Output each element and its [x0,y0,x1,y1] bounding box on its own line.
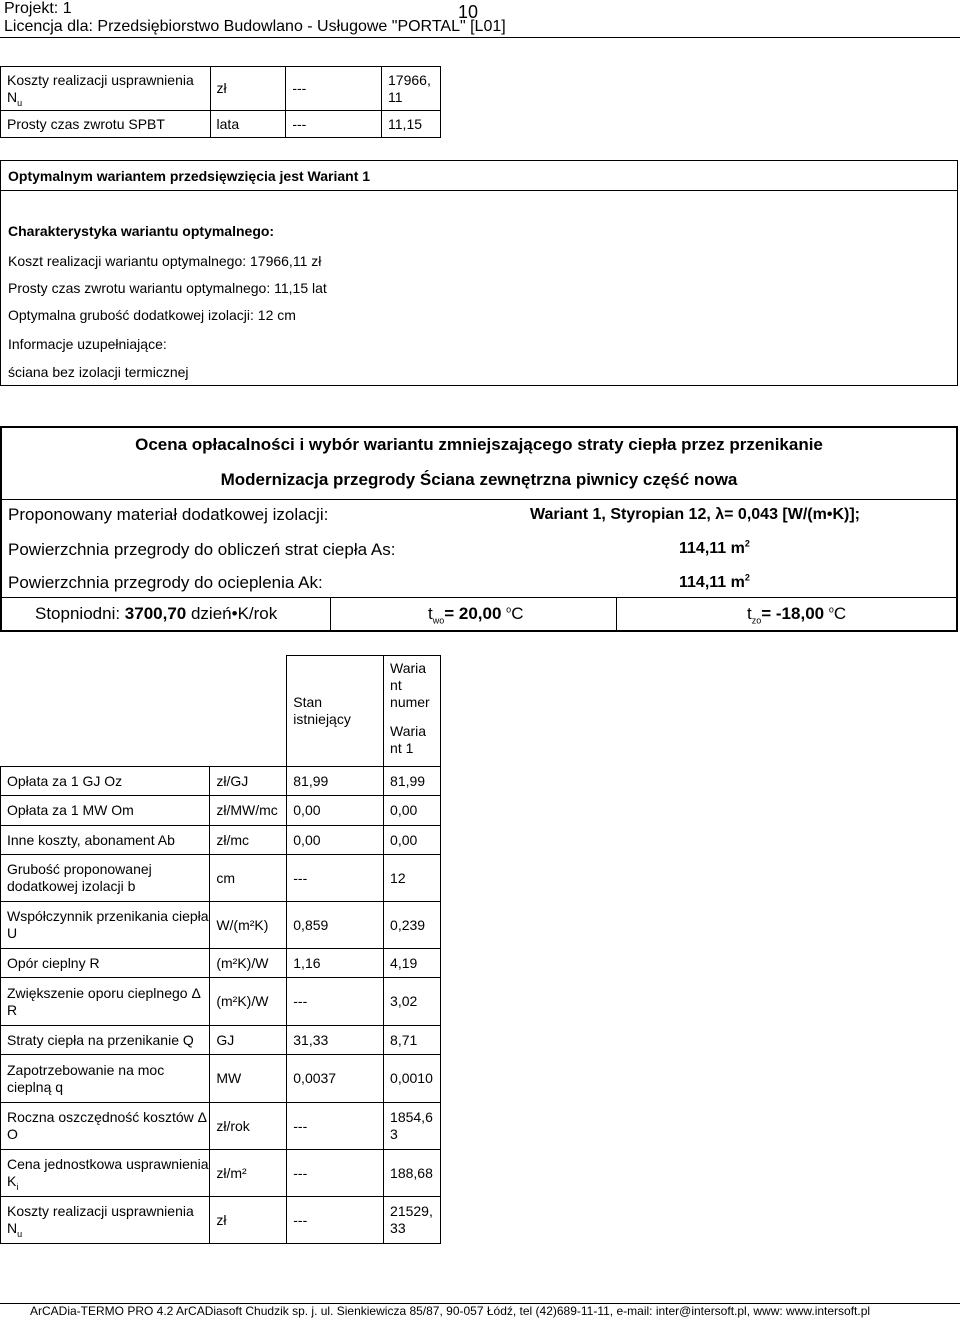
table-row: Opór cieplny R (m²K)/W 1,16 4,19 [1,949,441,978]
table-row: Cena jednostkowa usprawnienia $K_i$ zł/m² --- 188,68 [1,1150,441,1197]
info-title: Informacje uzupełniające: [8,336,167,352]
table-row [1,111,441,138]
summary-val1-spbt: --- [286,111,382,138]
summary-val1-cost: --- [286,67,382,111]
divider [616,597,617,630]
summary-val2-cost: 17966, 11 [382,67,441,111]
optimal-title: Optymalnym wariantem przedsięwzięcia jest Wariant 1 [8,168,371,184]
material-value: Wariant 1, Styropian 12, λ= 0,043 [W/(m•K)]; [530,506,860,523]
optimal-thickness: Optymalna grubość dodatkowej izolacji: 12 cm [8,307,296,323]
table-row [1,67,441,111]
area-loss-label: Powierzchnia przegrody do obliczeń strat ciepła As: [8,540,396,559]
table-row: Grubość proponowanej dodatkowej izolacji b cm --- 12 [1,855,441,902]
head-current: Stan istniejący [287,656,384,767]
assessment-title: Ocena opłacalności i wybór wariantu zmniejszającego straty ciepła przez przenikanie [135,435,823,454]
divider [330,597,331,630]
head-variant: Waria nt numer Waria nt 1 [384,656,441,767]
table-row: Zapotrzebowanie na moc cieplną q MW 0,0037 0,0010 [1,1055,441,1103]
page-number: 10 [458,2,479,22]
summary-val2-spbt: 11,15 [382,111,441,138]
table-row: Inne koszty, abonament Ab zł/mc 0,00 0,00 [1,826,441,855]
characteristics-title: Charakterystyka wariantu optymalnego: [8,223,275,239]
license-label: Licencja dla: Przedsiębiorstwo Budowlano - Usługowe "PORTAL" [L01] [4,18,506,35]
optimal-variant-box [0,160,958,386]
footer-text: ArCADia-TERMO PRO 4.2 ArCADiasoft Chudzik sp. j. ul. Sienkiewicza 85/87, 90-057 Łódź, tel (42)689-11-11, e-mail: inter@intersoft.pl, www: www.intersoft.pl [30,1304,871,1318]
area-ins-value: 114,11 $m^2$ [679,572,750,591]
table-row: Straty ciepła na przenikanie Q GJ 31,33 8,71 [1,1026,441,1055]
table-row: Opłata za 1 GJ Oz zł/GJ 81,99 81,99 [1,767,441,796]
table-row: Opłata za 1 MW Om zł/MW/mc 0,00 0,00 [1,796,441,826]
table-header-row [1,656,441,767]
table-row: Zwiększenie oporu cieplnego Δ R (m²K)/W --- 3,02 [1,978,441,1026]
summary-unit-cost: zł [210,67,286,111]
assessment-box [0,426,958,632]
summary-label-spbt: Prosty czas zwrotu SPBT [1,111,211,138]
area-ins-label: Powierzchnia przegrody do ocieplenia Ak: [8,573,323,592]
table-row: Koszty realizacji usprawnienia $N_u$ zł --- 21529, 33 [1,1197,441,1244]
variant-table [0,655,441,1244]
header-divider [0,37,960,38]
divider [0,190,958,191]
area-loss-value: 114,11 $m^2$ [679,538,750,557]
table-row: Współczynnik przenikania ciepła U W/(m²K) 0,859 0,239 [1,902,441,949]
optimal-cost: Koszt realizacji wariantu optymalnego: 17966,11 zł [8,253,322,269]
info-text: ściana bez izolacji termicznej [8,364,189,380]
optimal-payback: Prosty czas zwrotu wariantu optymalnego: 11,15 lat [8,280,327,296]
material-label: Proponowany materiał dodatkowej izolacji: [8,505,329,524]
summary-unit-spbt: lata [210,111,286,138]
divider [2,499,956,500]
degree-days: Stopniodni: 3700,70 dzień•K/rok [35,604,278,623]
project-label: Projekt: 1 [4,0,72,17]
summary-table [0,66,441,138]
summary-label-cost: Koszty realizacji usprawnienia $N_u$ [1,67,211,111]
divider [2,597,956,598]
t-zo: $t_{zo}= -18,00$ $^o$C [747,604,847,626]
assessment-subtitle: Modernizacja przegrody Ściana zewnętrzna piwnicy część nowa [220,470,738,489]
t-wo: $t_{wo}= 20,00$ $^o$C [428,604,524,626]
table-row: Roczna oszczędność kosztów Δ O zł/rok --- 1854,6 3 [1,1103,441,1150]
